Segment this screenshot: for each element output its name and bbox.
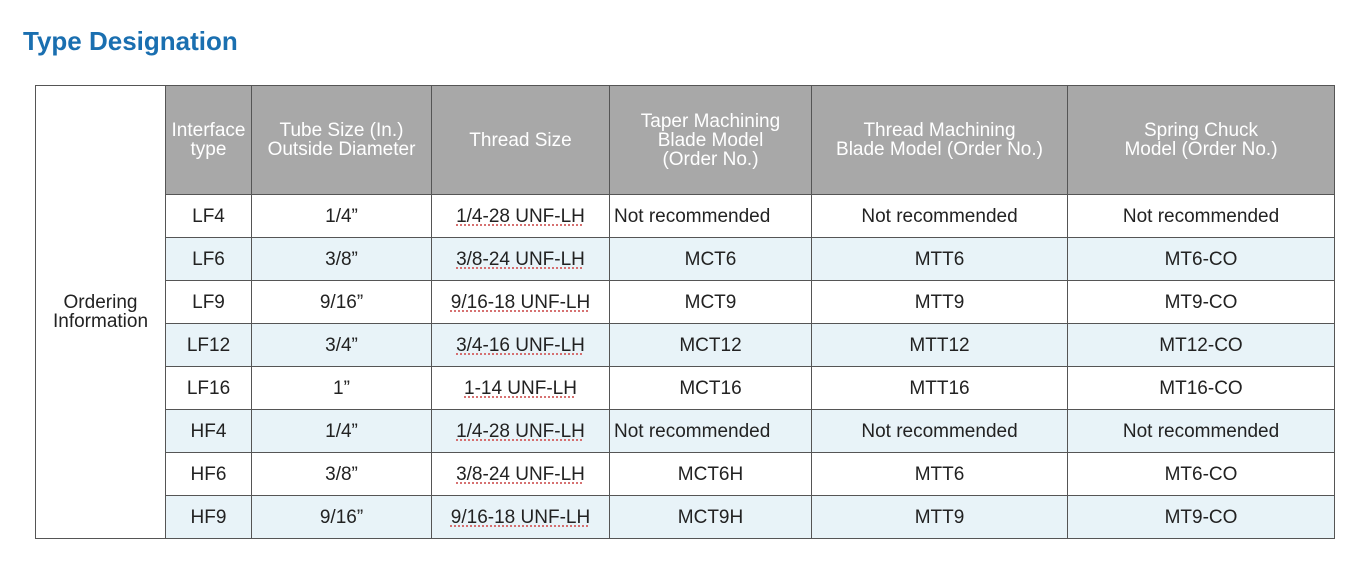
cell-interface-type: LF9 xyxy=(166,281,252,324)
cell-thread-blade: MTT12 xyxy=(812,324,1068,367)
header-tube-size: Tube Size (In.) Outside Diameter xyxy=(252,86,432,195)
header-row xyxy=(36,86,1335,195)
header-thread-machining-blade: Thread Machining Blade Model (Order No.) xyxy=(812,86,1068,195)
cell-taper-blade: MCT6 xyxy=(610,238,812,281)
cell-tube-size: 3/8” xyxy=(252,453,432,496)
cell-interface-type: HF6 xyxy=(166,453,252,496)
cell-thread-size: 1/4-28 UNF-LH xyxy=(432,410,610,453)
cell-spring-chuck: MT16-CO xyxy=(1068,367,1335,410)
cell-thread-size: 9/16-18 UNF-LH xyxy=(432,496,610,539)
cell-thread-blade: Not recommended xyxy=(812,195,1068,238)
cell-thread-blade: MTT6 xyxy=(812,453,1068,496)
table-row xyxy=(36,410,1335,453)
ordering-information-label: Ordering Information xyxy=(36,86,166,539)
cell-thread-size: 3/8-24 UNF-LH xyxy=(432,453,610,496)
cell-thread-size: 9/16-18 UNF-LH xyxy=(432,281,610,324)
cell-thread-blade: MTT9 xyxy=(812,496,1068,539)
cell-interface-type: HF4 xyxy=(166,410,252,453)
page-title: Type Designation xyxy=(23,26,238,56)
cell-tube-size: 1” xyxy=(252,367,432,410)
cell-interface-type: LF4 xyxy=(166,195,252,238)
cell-tube-size: 1/4” xyxy=(252,195,432,238)
cell-taper-blade: MCT6H xyxy=(610,453,812,496)
table-row xyxy=(36,195,1335,238)
cell-spring-chuck: MT6-CO xyxy=(1068,238,1335,281)
cell-spring-chuck: MT9-CO xyxy=(1068,496,1335,539)
cell-taper-blade: MCT16 xyxy=(610,367,812,410)
cell-taper-blade: Not recommended xyxy=(610,195,812,238)
cell-thread-blade: MTT6 xyxy=(812,238,1068,281)
cell-taper-blade: MCT9H xyxy=(610,496,812,539)
table-row xyxy=(36,367,1335,410)
cell-taper-blade: MCT12 xyxy=(610,324,812,367)
header-spring-chuck: Spring Chuck Model (Order No.) xyxy=(1068,86,1335,195)
cell-tube-size: 9/16” xyxy=(252,496,432,539)
cell-interface-type: HF9 xyxy=(166,496,252,539)
header-taper-machining-blade: Taper Machining Blade Model (Order No.) xyxy=(610,86,812,195)
cell-interface-type: LF12 xyxy=(166,324,252,367)
cell-tube-size: 3/8” xyxy=(252,238,432,281)
cell-interface-type: LF16 xyxy=(166,367,252,410)
cell-spring-chuck: Not recommended xyxy=(1068,410,1335,453)
cell-spring-chuck: Not recommended xyxy=(1068,195,1335,238)
cell-spring-chuck: MT12-CO xyxy=(1068,324,1335,367)
type-designation-table xyxy=(35,85,1335,539)
header-interface-type: Interface type xyxy=(166,86,252,195)
cell-thread-size: 1-14 UNF-LH xyxy=(432,367,610,410)
table-row xyxy=(36,238,1335,281)
header-thread-size: Thread Size xyxy=(432,86,610,195)
cell-taper-blade: MCT9 xyxy=(610,281,812,324)
cell-tube-size: 9/16” xyxy=(252,281,432,324)
cell-tube-size: 1/4” xyxy=(252,410,432,453)
cell-thread-size: 1/4-28 UNF-LH xyxy=(432,195,610,238)
cell-spring-chuck: MT6-CO xyxy=(1068,453,1335,496)
table-row xyxy=(36,324,1335,367)
table-row xyxy=(36,281,1335,324)
cell-interface-type: LF6 xyxy=(166,238,252,281)
cell-thread-blade: MTT16 xyxy=(812,367,1068,410)
cell-thread-size: 3/4-16 UNF-LH xyxy=(432,324,610,367)
type-designation-table-container xyxy=(35,85,1335,539)
cell-thread-blade: Not recommended xyxy=(812,410,1068,453)
table-row xyxy=(36,496,1335,539)
cell-taper-blade: Not recommended xyxy=(610,410,812,453)
cell-thread-size: 3/8-24 UNF-LH xyxy=(432,238,610,281)
cell-spring-chuck: MT9-CO xyxy=(1068,281,1335,324)
cell-tube-size: 3/4” xyxy=(252,324,432,367)
cell-thread-blade: MTT9 xyxy=(812,281,1068,324)
table-row xyxy=(36,453,1335,496)
